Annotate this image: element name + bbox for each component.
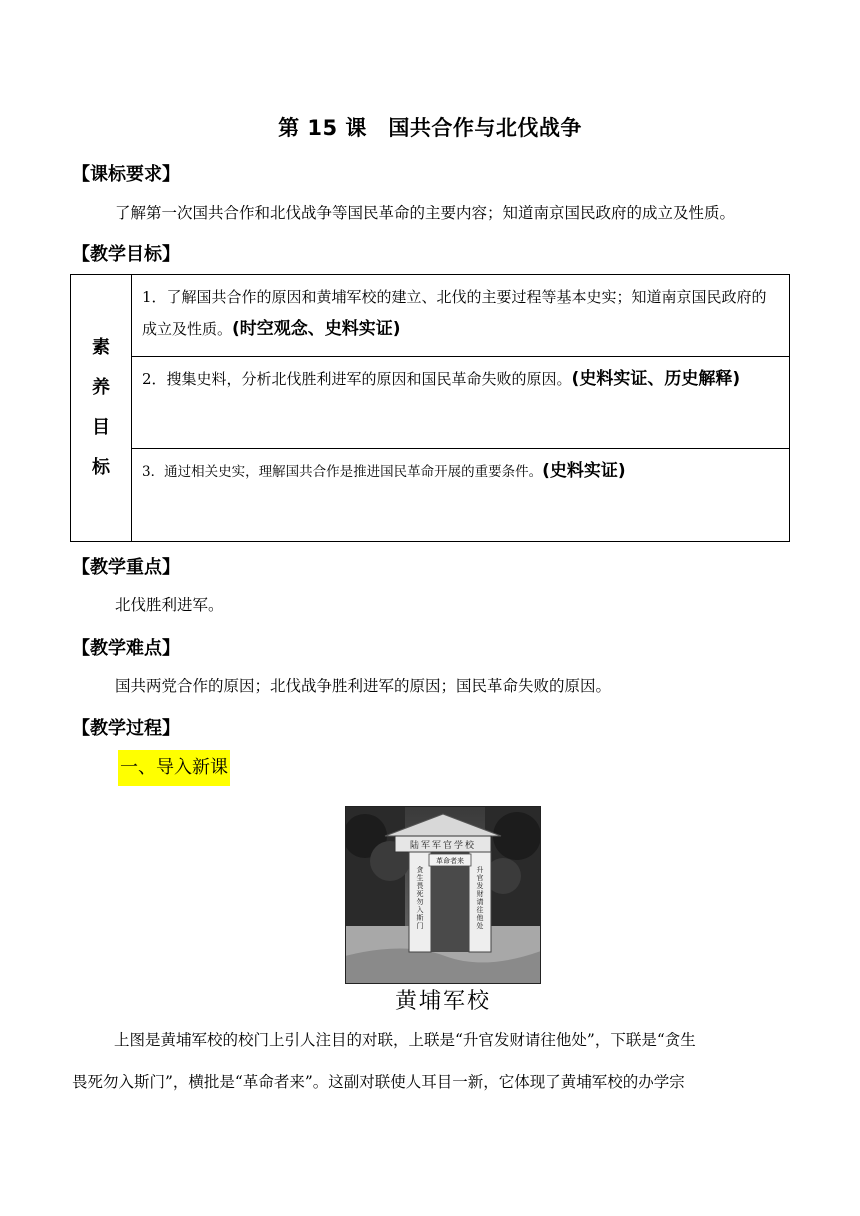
objective-tag: (史料实证、历史解释) <box>571 369 741 389</box>
heading-standards: 【课标要求】 <box>72 164 180 185</box>
gate-opening <box>431 866 469 952</box>
side-char: 素 <box>92 337 110 358</box>
objective-item <box>132 449 789 541</box>
heading-difficulties: 【教学难点】 <box>72 638 180 659</box>
gate-banner-text: 革命者来 <box>436 857 464 865</box>
objective-text: 1．了解国共合作的原因和黄埔军校的建立、北伐的主要过程等基本史实；知道南京国民政府的成立及性质。 <box>142 288 767 338</box>
objective-item <box>132 357 789 449</box>
whampoa-gate-photo <box>345 806 541 984</box>
side-char: 目 <box>92 417 110 438</box>
objectives-table <box>70 274 790 542</box>
intro-heading-highlight: 一、导入新课 <box>118 750 230 786</box>
heading-objectives: 【教学目标】 <box>72 244 180 265</box>
objectives-side-label <box>71 275 132 541</box>
key-points-text: 北伐胜利进军。 <box>115 596 224 614</box>
heading-key-points: 【教学重点】 <box>72 557 180 578</box>
heading-process: 【教学过程】 <box>72 718 180 739</box>
objective-text: 2．搜集史料，分析北伐胜利进军的原因和国民革命失败的原因。 <box>142 370 572 388</box>
page-title: 第 15 课 国共合作与北伐战争 <box>278 116 582 140</box>
difficulties-text: 国共两党合作的原因；北伐战争胜利进军的原因；国民革命失败的原因。 <box>115 677 612 695</box>
side-char: 养 <box>92 377 110 398</box>
left-couplet-text: 贪生畏死勿入斯门 <box>416 866 424 930</box>
objective-item <box>132 275 789 357</box>
gate-top-sign-text: 陆军军官学校 <box>409 841 477 851</box>
objective-tag: (史料实证) <box>542 461 626 481</box>
photo-caption: 黄埔军校 <box>394 989 491 1014</box>
objective-tag: (时空观念、史料实证) <box>232 319 401 339</box>
objective-text: 3．通过相关史实，理解国共合作是推进国民革命开展的重要条件。 <box>142 464 543 480</box>
right-couplet-text: 升官发财请往他处 <box>476 866 484 930</box>
paragraph-line-1: 上图是黄埔军校的校门上引人注目的对联，上联是“升官发财请往他处”，下联是“贪生 <box>114 1031 696 1049</box>
side-char: 标 <box>92 457 110 478</box>
paragraph-line-2: 畏死勿入斯门”，横批是“革命者来”。这副对联使人耳目一新，它体现了黄埔军校的办学宗 <box>72 1073 685 1091</box>
standards-text: 了解第一次国共合作和北伐战争等国民革命的主要内容；知道南京国民政府的成立及性质。 <box>115 204 736 222</box>
